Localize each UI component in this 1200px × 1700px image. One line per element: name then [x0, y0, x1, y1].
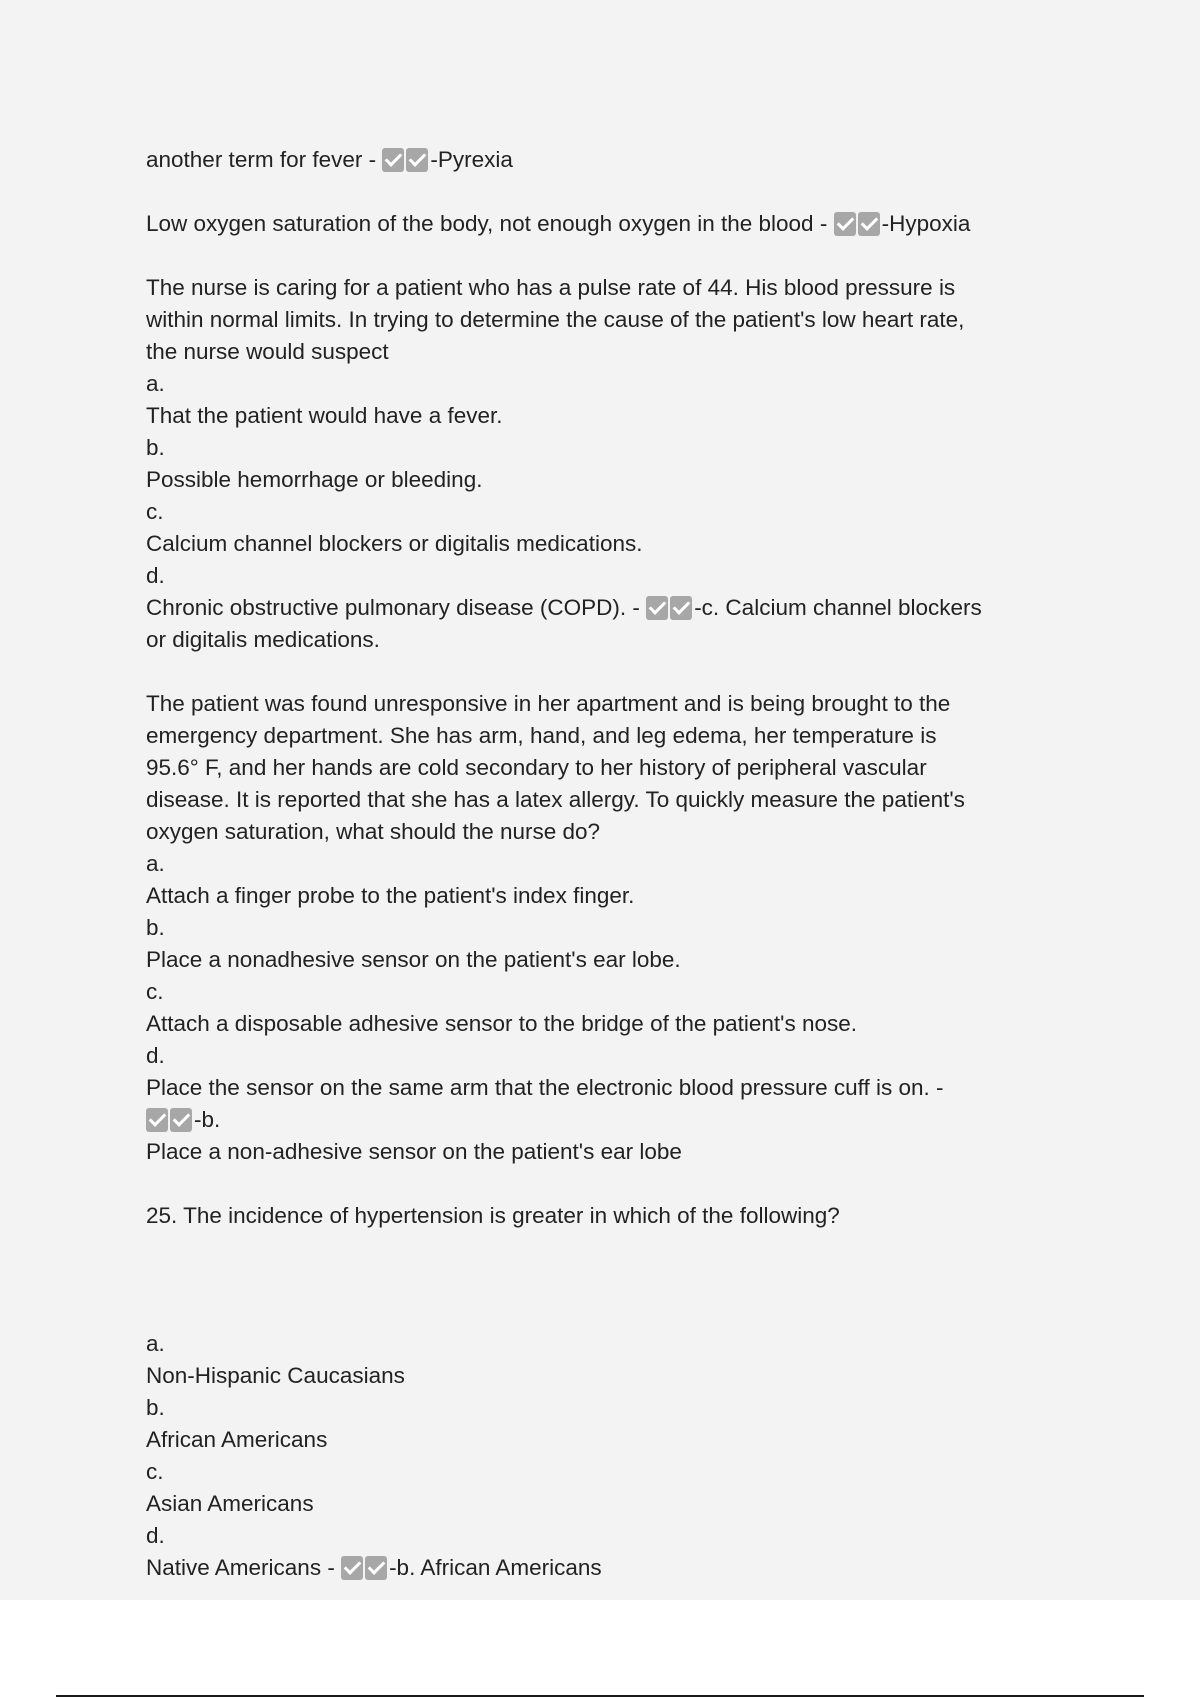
check-box-icon	[646, 596, 668, 620]
option-text: African Americans	[146, 1427, 328, 1452]
question-stem-line: oxygen saturation, what should the nurse do?	[146, 819, 601, 844]
answer-text: or digitalis medications.	[146, 627, 380, 652]
footer-divider	[56, 1695, 1144, 1697]
option-text: Asian Americans	[146, 1491, 314, 1516]
answer-text: -Hypoxia	[881, 211, 971, 236]
option-text: Place the sensor on the same arm that the electronic blood pressure cuff is on. -	[146, 1075, 944, 1100]
blank-space	[146, 1232, 1086, 1328]
option-letter: c.	[146, 499, 164, 524]
option-text: Attach a disposable adhesive sensor to the bridge of the patient's nose.	[146, 1011, 858, 1036]
check-box-icon	[341, 1556, 363, 1580]
option-letter: d.	[146, 1043, 165, 1068]
qa-fever	[146, 144, 1086, 176]
check-box-icon	[146, 1108, 168, 1132]
question-stem-line: emergency department. She has arm, hand, and leg edema, her temperature is	[146, 723, 937, 748]
option-text: Possible hemorrhage or bleeding.	[146, 467, 483, 492]
check-box-icon	[382, 148, 404, 172]
option-text-with-answer	[146, 1552, 1086, 1584]
question-stem-line: 95.6° F, and her hands are cold secondary to her history of peripheral vascular	[146, 755, 927, 780]
check-box-icon	[834, 212, 856, 236]
option-text: Non-Hispanic Caucasians	[146, 1363, 405, 1388]
option-text: Native Americans -	[146, 1555, 342, 1580]
document-content	[146, 144, 1086, 1616]
option-letter: b.	[146, 1395, 165, 1420]
check-box-icon	[365, 1556, 387, 1580]
option-text-with-answer	[146, 592, 1086, 624]
question-stem-line: disease. It is reported that she has a latex allergy. To quickly measure the patient's	[146, 787, 965, 812]
question-stem-line: within normal limits. In trying to determine the cause of the patient's low heart rate,	[146, 307, 965, 332]
option-text: Attach a finger probe to the patient's index finger.	[146, 883, 635, 908]
question-text: another term for fever -	[146, 147, 383, 172]
answer-line	[146, 1104, 1086, 1136]
check-box-icon	[858, 212, 880, 236]
option-letter: d.	[146, 1523, 165, 1548]
qa-hypoxia	[146, 208, 1086, 240]
check-box-icon	[170, 1108, 192, 1132]
check-box-icon	[406, 148, 428, 172]
option-text: That the patient would have a fever.	[146, 403, 503, 428]
option-letter: c.	[146, 979, 164, 1004]
option-letter: b.	[146, 435, 165, 460]
answer-text: -b.	[194, 1107, 221, 1132]
option-letter: b.	[146, 915, 165, 940]
qa-line	[146, 208, 1086, 240]
option-text: Chronic obstructive pulmonary disease (COPD). -	[146, 595, 647, 620]
qa-hypertension-options	[146, 1328, 1086, 1584]
option-text: Calcium channel blockers or digitalis medications.	[146, 531, 643, 556]
answer-text: -c. Calcium channel blockers	[694, 595, 982, 620]
qa-hypertension-stem	[146, 1200, 1086, 1232]
answer-text: Place a non-adhesive sensor on the patient's ear lobe	[146, 1139, 682, 1164]
check-box-icon	[670, 596, 692, 620]
qa-pulse-rate	[146, 272, 1086, 656]
question-stem-line: The patient was found unresponsive in her apartment and is being brought to the	[146, 691, 951, 716]
option-letter: a.	[146, 371, 165, 396]
qa-line	[146, 144, 1086, 176]
question-text: Low oxygen saturation of the body, not enough oxygen in the blood -	[146, 211, 834, 236]
question-stem-line: the nurse would suspect	[146, 339, 389, 364]
option-letter: c.	[146, 1459, 164, 1484]
qa-oxygen-saturation	[146, 688, 1086, 1168]
option-letter: a.	[146, 1331, 165, 1356]
option-letter: a.	[146, 851, 165, 876]
option-text: Place a nonadhesive sensor on the patient's ear lobe.	[146, 947, 681, 972]
option-letter: d.	[146, 563, 165, 588]
question-stem-line: The nurse is caring for a patient who has a pulse rate of 44. His blood pressure is	[146, 275, 956, 300]
answer-text: -Pyrexia	[430, 147, 513, 172]
answer-text: -b. African Americans	[389, 1555, 602, 1580]
question-stem-line: 25. The incidence of hypertension is greater in which of the following?	[146, 1203, 840, 1228]
